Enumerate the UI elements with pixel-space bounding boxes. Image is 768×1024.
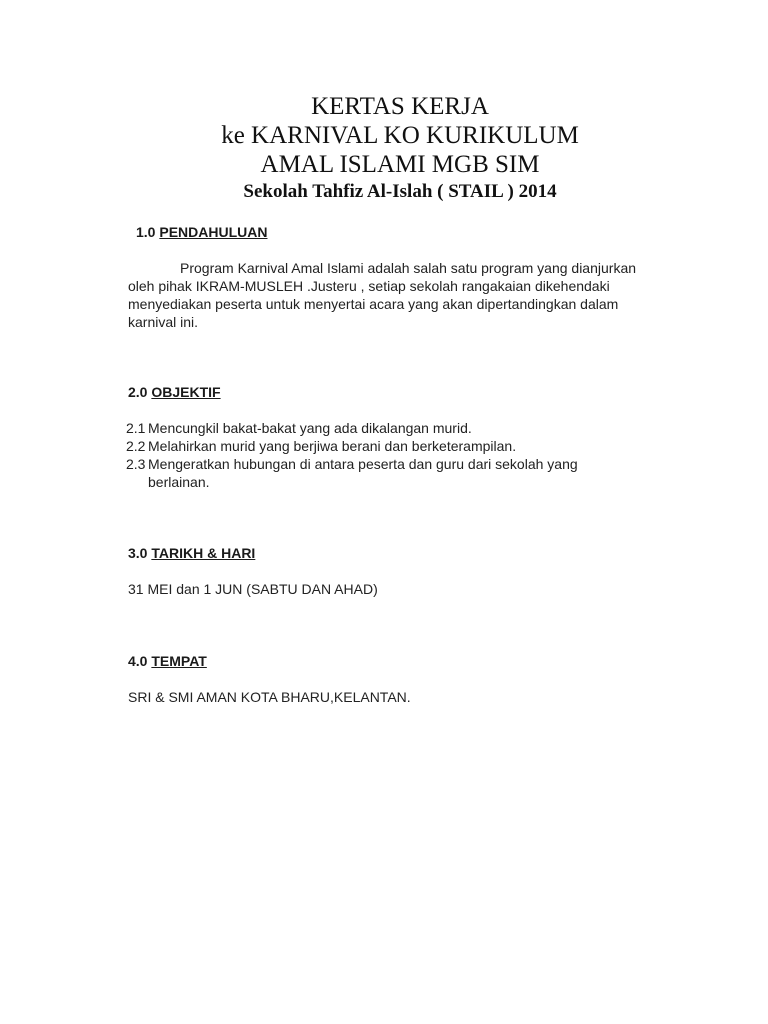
section-1-title: PENDAHULUAN: [159, 224, 268, 240]
title-line-3: AMAL ISLAMI MGB SIM: [260, 151, 540, 178]
section-1-heading: [136, 224, 267, 240]
list-item-number: 2.3: [126, 456, 146, 472]
section-3-number: 3.0: [128, 545, 148, 561]
title-line-1: KERTAS KERJA: [311, 93, 489, 120]
list-item-number: 2.1: [126, 420, 146, 436]
section-2-number: 2.0: [128, 384, 148, 400]
paragraph-line: oleh pihak IKRAM-MUSLEH .Justeru , setiap sekolah rangakaian dikehendaki: [128, 278, 610, 294]
section-3-heading: [128, 545, 255, 561]
section-1-paragraph: [128, 259, 688, 331]
list-item-text: Mengeratkan hubungan di antara peserta dan guru dari sekolah yang: [148, 456, 578, 472]
paragraph-line: karnival ini.: [128, 314, 199, 330]
paragraph-line: Program Karnival Amal Islami adalah salah satu program yang dianjurkan: [180, 260, 637, 276]
section-3-title: TARIKH & HARI: [151, 545, 256, 561]
list-item-text: Mencungkil bakat-bakat yang ada dikalangan murid.: [148, 420, 472, 436]
objective-list: [126, 419, 686, 491]
list-item: [126, 455, 686, 491]
title-line-2: ke KARNIVAL KO KURIKULUM: [221, 122, 579, 149]
list-item-text: Melahirkan murid yang berjiwa berani dan berketerampilan.: [148, 438, 517, 454]
list-item-text-block: [148, 455, 686, 491]
section-4-heading: [128, 653, 207, 669]
section-3-text: 31 MEI dan 1 JUN (SABTU DAN AHAD): [128, 581, 378, 597]
section-4-number: 4.0: [128, 653, 148, 669]
section-2-title: OBJEKTIF: [151, 384, 221, 400]
list-item: [126, 437, 686, 455]
title-line-4: Sekolah Tahfiz Al-Islah ( STAIL ) 2014: [243, 181, 557, 202]
section-1-number: 1.0: [136, 224, 156, 240]
list-item-number: 2.2: [126, 438, 146, 454]
document-title: [0, 92, 768, 205]
section-4-text: SRI & SMI AMAN KOTA BHARU,KELANTAN.: [128, 689, 411, 705]
paragraph-line: menyediakan peserta untuk menyertai acara yang akan dipertandingkan dalam: [128, 296, 619, 312]
section-4-title: TEMPAT: [151, 653, 207, 669]
list-item: [126, 419, 686, 437]
list-item-continuation: berlainan.: [148, 474, 210, 490]
section-2-heading: [128, 384, 221, 400]
